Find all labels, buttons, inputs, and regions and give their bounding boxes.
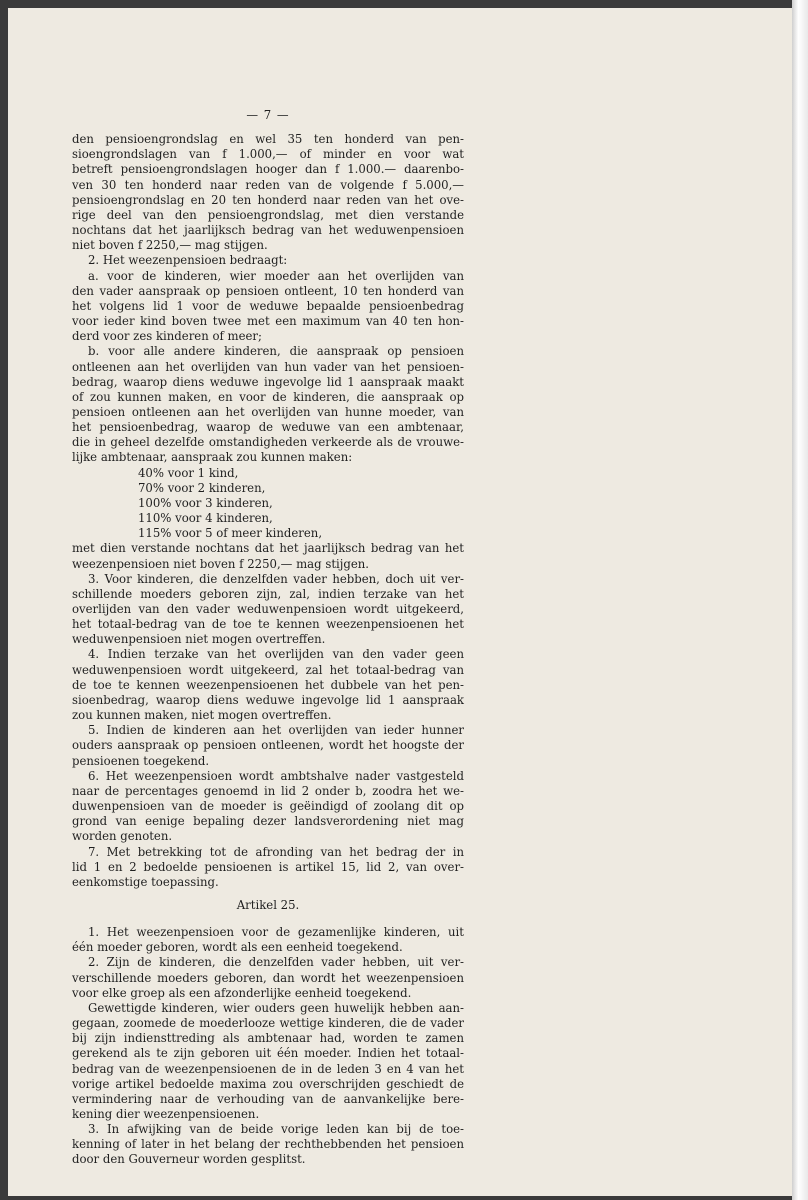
text-line: gerekend als te zijn geboren uit één moeder. Indien het totaal- — [72, 1046, 464, 1061]
text-line: vermindering naar de verhouding van de aanvankelijke bere- — [72, 1091, 464, 1106]
text-line: 2. Het weezenpensioen bedraagt: — [88, 253, 288, 268]
page-text — [72, 108, 464, 1168]
text-line: 6. Het weezenpensioen wordt ambtshalve nader vastgesteld — [88, 768, 464, 783]
text-line: het pensioenbedrag, waarop de weduwe van een ambtenaar, — [72, 420, 464, 435]
text-line: derd voor zes kinderen of meer; — [72, 329, 262, 344]
text-line: pensioengrondslag en 20 ten honderd naar reden van het ove- — [72, 192, 464, 207]
text-line: duwenpensioen van de moeder is geëindigd of zoolang dit op — [72, 799, 464, 814]
percentage-line: 110% voor 4 kinderen, — [138, 511, 273, 526]
percentage-line: 40% voor 1 kind, — [138, 465, 239, 480]
text-line: de toe te kennen weezenpensioenen het dubbele van het pen- — [72, 677, 464, 692]
text-line: 7. Met betrekking tot de afronding van het bedrag der in — [88, 844, 464, 859]
percentage-line: 70% voor 2 kinderen, — [138, 480, 266, 495]
text-line: pensioenen toegekend. — [72, 753, 210, 768]
text-line: sioengrondslagen van f 1.000,— of minder en voor wat — [72, 147, 464, 162]
text-line: 3. In afwijking van de beide vorige leden kan bij de toe- — [88, 1122, 464, 1137]
text-line: vorige artikel bedoelde maxima zou overschrijden geschiedt de — [72, 1076, 464, 1091]
article-24-continuation — [72, 132, 464, 890]
text-line: 4. Indien terzake van het overlijden van den vader geen — [88, 647, 464, 662]
text-line: weezenpensioen niet boven f 2250,— mag stijgen. — [72, 556, 370, 571]
text-line: met dien verstande nochtans dat het jaarlijksch bedrag van het — [72, 541, 464, 556]
text-line: schillende moeders geboren zijn, zal, indien terzake van het — [72, 586, 464, 601]
text-line: bij zijn indiensttreding als ambtenaar had, worden te zamen — [72, 1031, 464, 1046]
text-line: 3. Voor kinderen, die denzelfden vader hebben, doch uit ver- — [88, 571, 464, 586]
text-line: naar de percentages genoemd in lid 2 onder b, zoodra het we- — [72, 783, 464, 798]
text-line: den vader aanspraak op pensioen ontleent, 10 ten honderd van — [72, 283, 464, 298]
text-line: den pensioengrondslag en wel 35 ten honderd van pen- — [72, 132, 464, 147]
text-line: nochtans dat het jaarlijksch bedrag van het weduwenpensioen — [72, 223, 464, 238]
text-line: die in geheel dezelfde omstandigheden verkeerde als de vrouwe- — [72, 435, 464, 450]
percentage-line: 100% voor 3 kinderen, — [138, 495, 273, 510]
document-page — [8, 8, 792, 1196]
text-line: of zou kunnen maken, en voor de kinderen, die aanspraak op — [72, 389, 464, 404]
book-spine-edge — [792, 0, 808, 1200]
text-line: voor elke groep als een afzonderlijke eenheid toegekend. — [72, 985, 412, 1000]
text-line: b. voor alle andere kinderen, die aanspraak op pensioen — [88, 344, 464, 359]
text-line: weduwenpensioen wordt uitgekeerd, zal het totaal-bedrag van — [72, 662, 464, 677]
text-line: kening dier weezenpensioenen. — [72, 1107, 260, 1121]
text-line: a. voor de kinderen, wier moeder aan het overlijden van — [88, 268, 464, 283]
text-line: bedrag, waarop diens weduwe ingevolge lid 1 aanspraak maakt — [72, 374, 464, 389]
text-line: lijke ambtenaar, aanspraak zou kunnen maken: — [72, 450, 353, 465]
text-line: ouders aanspraak op pensioen ontleenen, wordt het hoogste der — [72, 738, 464, 753]
text-line: 1. Het weezenpensioen voor de gezamenlijke kinderen, uit — [88, 925, 464, 940]
text-line: niet boven f 2250,— mag stijgen. — [72, 238, 268, 253]
text-line: weduwenpensioen niet mogen overtreffen. — [72, 632, 326, 647]
text-line: rige deel van den pensioengrondslag, met dien verstande — [72, 207, 464, 222]
text-line: overlijden van den vader weduwenpensioen wordt uitgekeerd, — [72, 602, 464, 616]
text-line: 2. Zijn de kinderen, die denzelfden vader hebben, uit ver- — [88, 955, 464, 970]
text-line: het totaal-bedrag van de toe te kennen weezenpensioenen het — [72, 617, 464, 632]
text-line: Gewettigde kinderen, wier ouders geen huwelijk hebben aan- — [88, 1000, 464, 1015]
article-25 — [72, 925, 464, 1168]
text-line: sioenbedrag, waarop diens weduwe ingevolge lid 1 aanspraak — [72, 692, 464, 707]
text-line: één moeder geboren, wordt als een eenheid toegekend. — [72, 940, 403, 955]
text-line: kenning of later in het belang der rechthebbenden het pensioen — [72, 1137, 464, 1152]
text-line: pensioen ontleenen aan het overlijden van hunne moeder, van — [72, 404, 464, 419]
text-line: ven 30 ten honderd naar reden van de volgende f 5.000,— — [72, 177, 464, 192]
page-number: — 7 — — [246, 108, 290, 122]
text-line: eenkomstige toepassing. — [72, 874, 219, 889]
text-line: lid 1 en 2 bedoelde pensioenen is artikel 15, lid 2, van over- — [72, 859, 464, 874]
text-line: verschillende moeders geboren, dan wordt het weezenpensioen — [72, 970, 464, 985]
text-line: voor ieder kind boven twee met een maximum van 40 ten hon- — [72, 314, 464, 329]
text-line: gegaan, zoomede de moederlooze wettige kinderen, die de vader — [72, 1016, 464, 1031]
text-line: worden genoten. — [72, 829, 173, 844]
percentage-line: 115% voor 5 of meer kinderen, — [138, 526, 323, 541]
text-line: bedrag van de weezenpensioenen de in de leden 3 en 4 van het — [72, 1061, 464, 1076]
text-line: 5. Indien de kinderen aan het overlijden van ieder hunner — [88, 723, 464, 738]
text-line: zou kunnen maken, niet mogen overtreffen. — [72, 708, 332, 723]
text-line: het volgens lid 1 voor de weduwe bepaalde pensioenbedrag — [72, 298, 464, 313]
text-line: grond van eenige bepaling dezer landsverordening niet mag — [72, 814, 464, 829]
text-line: ontleenen aan het overlijden van hun vader van het pensioen- — [72, 359, 464, 374]
article-heading: Artikel 25. — [236, 897, 300, 912]
text-line: betreft pensioengrondslagen hooger dan f 1.000.— daarenbo- — [72, 162, 464, 177]
text-line: door den Gouverneur worden gesplitst. — [72, 1152, 306, 1167]
